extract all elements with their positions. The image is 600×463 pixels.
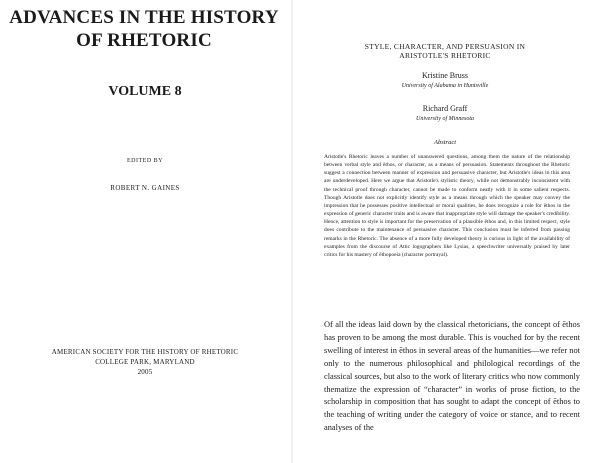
article-body-text: Of all the ideas laid down by the classical rhetoricians, the concept of ēthos has proven to be among the most durable. This is vouched for by the recent swelling of interest in ēthos in several areas of the humanities—we refer not only to the numerous philosophical and philological recordings of the classical sources, but also to the work of literary critics who now commonly thematize the expression of “character” in works of prose fiction, to the scholarship in composition that has sought to adapt the concept of ēthos to the teaching of writing under the category of voice or stance, and to recent analyses of the xyxy=(324,320,580,433)
article-title xyxy=(305,42,585,60)
article-title-line2: ARISTOTLE'S RHETORIC xyxy=(399,51,491,60)
edited-by-label: EDITED BY xyxy=(127,158,163,164)
left-page xyxy=(0,0,290,463)
author-name-1: Kristine Bruss xyxy=(422,71,468,80)
author-name-2: Richard Graff xyxy=(422,104,468,113)
publisher-block xyxy=(20,347,270,377)
right-page xyxy=(290,0,600,463)
publisher-name: AMERICAN SOCIETY FOR THE HISTORY OF RHETORIC xyxy=(51,348,239,356)
publisher-location: COLLEGE PARK, MARYLAND xyxy=(95,358,195,366)
volume-number: VOLUME 8 xyxy=(108,84,182,99)
abstract-heading: Abstract xyxy=(433,139,457,146)
abstract-text: Aristotle's Rhetoric leaves a number of unanswered questions, among them the nature of the relationship between verbal style and ēthos, or character, as a means of persuasion. Statements throughout the Rhetoric suggest a connection between manner of expression and persuasive character, but Aristotle's ideas in this area are underdeveloped. Here we argue that Aristotle's stylistic theory, while not demonstrably inconsistent with the technical proof through character, cannot be made to conform neatly with it in some salient respects. Though Aristotle does not explicitly identify style as a means through which the speaker may convey the impression that he possesses positive intellectual or moral qualities, he does recognize a role for ēthos in the expression of generic character traits and is aware that inappropriate style will damage the speaker's credibility. Hence, attention to style is important for the preservation of a plausible ēthos and, in this limited respect, style does contribute to the maintenance of persuasive character. This conclusion must be inferred from passing remarks in the Rhetoric. The absence of a more fully developed theory is curious in light of the availability of examples from the discourse of Attic logographers like Lysias, a speechwriter universally praised by later critics for his mastery of ēthopoeia (character portrayal). xyxy=(324,154,570,258)
author-affiliation-2: University of Minnesota xyxy=(416,116,474,122)
publication-year: 2005 xyxy=(137,368,153,376)
editor-name: ROBERT N. GAINES xyxy=(110,184,180,192)
article-title-line1: STYLE, CHARACTER, AND PERSUASION IN xyxy=(364,42,526,51)
book-title: ADVANCES IN THE HISTORY OF RHETORIC xyxy=(9,7,279,51)
author-affiliation-1: University of Alabama in Huntsville xyxy=(401,83,489,89)
